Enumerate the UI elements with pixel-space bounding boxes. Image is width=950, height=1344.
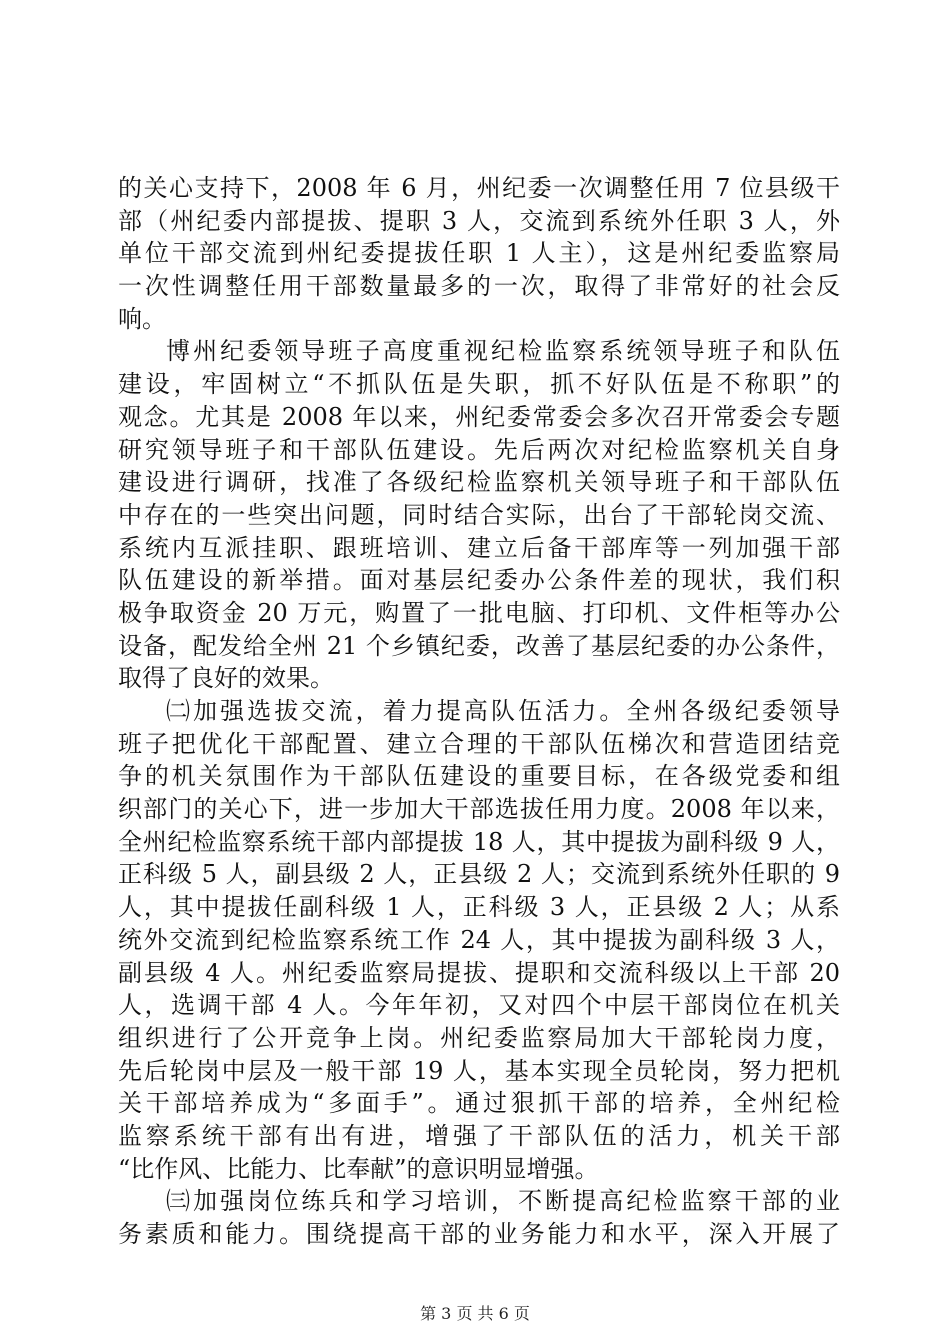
text-line: 人，其中提拔任副科级 1 人，正科级 3 人，正县级 2 人；从系 [118,893,840,922]
text-line: 中存在的一些突出问题，同时结合实际，出台了干部轮岗交流、 [118,500,840,529]
text-line: 系统内互派挂职、跟班培训、建立后备干部库等一列加强干部 [118,533,840,562]
text-line: 全州纪检监察系统干部内部提拔 18 人，其中提拔为副科级 9 人， [118,827,840,856]
text-line: 部（州纪委内部提拔、提职 3 人，交流到系统外任职 3 人，外 [118,206,840,235]
text-line: 研究领导班子和干部队伍建设。先后两次对纪检监察机关自身 [118,435,840,464]
text-line: 队伍建设的新举措。面对基层纪委办公条件差的现状，我们积 [118,566,840,595]
text-line: 统外交流到纪检监察系统工作 24 人，其中提拔为副科级 3 人， [118,925,840,954]
text-line: 响。 [118,304,166,333]
text-line: 争的机关氛围作为干部队伍建设的重要目标，在各级党委和组 [118,762,840,791]
text-line: 正科级 5 人，副县级 2 人，正县级 2 人；交流到系统外任职的 9 [118,860,840,889]
text-line: 一次性调整任用干部数量最多的一次，取得了非常好的社会反 [118,272,840,301]
text-line: 取得了良好的效果。 [118,664,334,693]
text-line: 极争取资金 20 万元，购置了一批电脑、打印机、文件柜等办公 [118,598,840,627]
text-line: 单位干部交流到州纪委提拔任职 1 人主），这是州纪委监察局 [118,239,840,268]
text-line: 人，选调干部 4 人。今年年初，又对四个中层干部岗位在机关 [118,991,840,1020]
text-line: 监察系统干部有出有进，增强了干部队伍的活力，机关干部 [118,1121,840,1150]
text-line: 的关心支持下，2008 年 6 月，州纪委一次调整任用 7 位县级干 [118,174,840,202]
text-line: ㈢加强岗位练兵和学习培训，不断提高纪检监察干部的业 [166,1187,840,1216]
text-line: ㈡加强选拔交流，着力提高队伍活力。全州各级纪委领导 [166,697,840,725]
page-footer: 第 3 页 共 6 页 [420,1304,530,1323]
text-line: 观念。尤其是 2008 年以来，州纪委常委会多次召开常委会专题 [118,402,840,431]
text-line: 班子把优化干部配置、建立合理的干部队伍梯次和营造团结竞 [118,729,840,758]
text-line: 建设进行调研，找准了各级纪检监察机关领导班子和干部队伍 [118,468,840,497]
text-line: 博州纪委领导班子高度重视纪检监察系统领导班子和队伍 [166,337,840,366]
text-line: 先后轮岗中层及一般干部 19 人，基本实现全员轮岗，努力把机 [118,1056,840,1085]
body-text [118,172,840,1251]
text-line: 务素质和能力。围绕提高干部的业务能力和水平，深入开展了 [118,1220,840,1248]
text-line: 关干部培养成为“多面手”。通过狠抓干部的培养，全州纪检 [118,1089,840,1118]
text-line: 副县级 4 人。州纪委监察局提拔、提职和交流科级以上干部 20 [118,958,840,987]
text-line: 建设，牢固树立“不抓队伍是失职，抓不好队伍是不称职”的 [118,370,840,399]
text-line: 设备，配发给全州 21 个乡镇纪委，改善了基层纪委的办公条件， [118,631,840,660]
text-line: 组织进行了公开竞争上岗。州纪委监察局加大干部轮岗力度， [118,1023,840,1052]
text-line: 织部门的关心下，进一步加大干部选拔任用力度。2008 年以来， [118,795,840,824]
text-line: “比作风、比能力、比奉献”的意识明显增强。 [118,1154,599,1183]
